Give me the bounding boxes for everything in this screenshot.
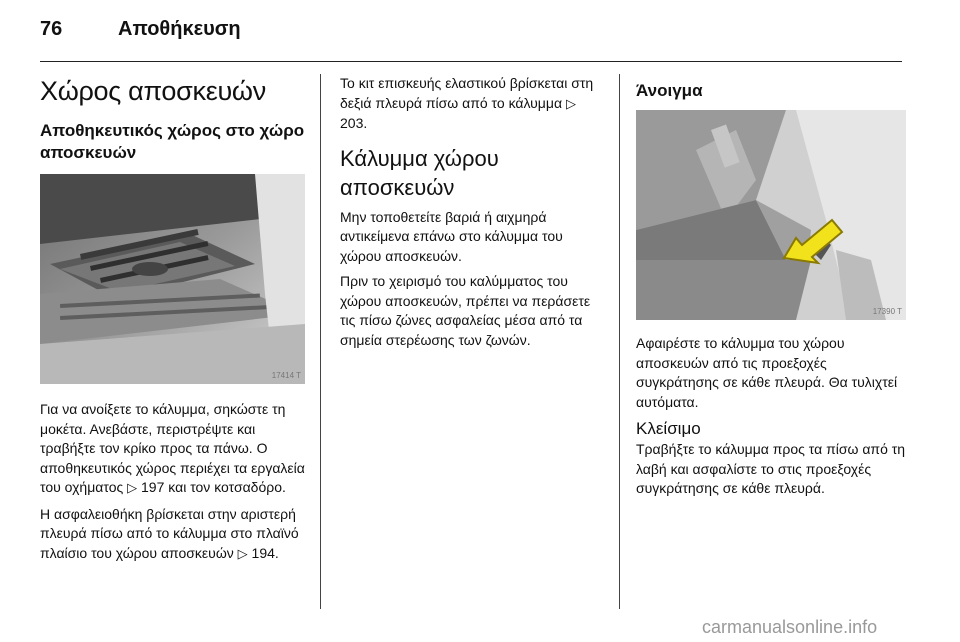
paragraph-open-cover: Αφαιρέστε το κάλυμμα του χώρου αποσκευών από τις προεξοχές συγκράτησης σε κάθε πλευρά. Θα τυλιχτεί αυτόματα. (636, 335, 898, 410)
paragraph-text: Για να ανοίξετε το κάλυμμα, σηκώστε τη μοκέτα. Ανεβάστε, περιστρέψτε και τραβήξτε τον κρίκο προς τα πάνω. Ο αποθηκευτικός χώρος περιέχει τα εργαλεία του οχήματος (40, 401, 305, 495)
watermark-text: carmanualsonline.info (702, 617, 878, 637)
column-1 (40, 74, 305, 570)
heading-luggage-space: Χώρος αποσκευών (40, 76, 266, 106)
paragraph-text: και τον κοτσαδόρο. (164, 479, 286, 495)
section-title: Αποθήκευση (118, 18, 241, 40)
paragraph-close-cover: Τραβήξτε το κάλυμμα προς τα πίσω από τη λαβή και ασφαλίστε το στις προεξοχές συγκράτησης σε κάθε πλευρά. (636, 441, 906, 496)
heading-luggage-cover: Κάλυμμα χώρου αποσκευών (340, 145, 499, 200)
header-rule (40, 61, 902, 62)
storage-photo-illustration (40, 174, 305, 384)
luggage-cover-illustration (636, 110, 906, 320)
triangle-right-icon: ▷ (565, 96, 576, 112)
figure-storage-compartment (40, 174, 305, 384)
column-3 (636, 74, 906, 505)
page-ref-link[interactable]: 203. (340, 115, 368, 131)
column-2 (340, 74, 605, 356)
paragraph-text: Το κιτ επισκευής ελαστικού βρίσκεται στη δεξιά πλευρά πίσω από το κάλυμμα (340, 75, 594, 111)
page-ref-link[interactable]: 197 (141, 479, 165, 495)
page-header (40, 14, 920, 50)
page-ref-link[interactable]: 194. (251, 544, 279, 561)
triangle-right-icon: ▷ (237, 546, 248, 562)
figure-luggage-cover (636, 110, 906, 320)
paragraph-fuse-box (40, 505, 305, 565)
figure-code: 17390 T (872, 307, 902, 316)
triangle-right-icon: ▷ (127, 481, 138, 496)
paragraph-open-storage (40, 400, 305, 499)
subheading-storage: Αποθηκευτικός χώρος στο χώρο αποσκευών (40, 121, 305, 162)
paragraph-text: Η ασφαλειοθήκη βρίσκεται στην αριστερή πλευρά πίσω από το κάλυμμα στο πλαϊνό πλαίσιο του χώρου αποσκευών (40, 505, 299, 561)
heading-closing: Κλείσιμο (636, 419, 701, 438)
figure-code: 17414 T (271, 371, 301, 380)
paragraph-seat-belts: Πριν το χειρισμό του καλύμματος του χώρου αποσκευών, πρέπει να περάσετε τις πίσω ζώνες ασφαλείας μέσα από τα σημεία στερέωσης των ζωνών. (340, 273, 591, 348)
page-number: 76 (40, 18, 63, 40)
paragraph-cover-warning: Μην τοποθετείτε βαριά ή αιχμηρά αντικείμενα επάνω στο κάλυμμα του χώρου αποσκευών. (340, 208, 563, 264)
paragraph-tyre-kit (340, 74, 605, 134)
column-divider-1 (320, 74, 321, 609)
column-divider-2 (619, 74, 620, 609)
heading-opening: Άνοιγμα (636, 81, 703, 100)
